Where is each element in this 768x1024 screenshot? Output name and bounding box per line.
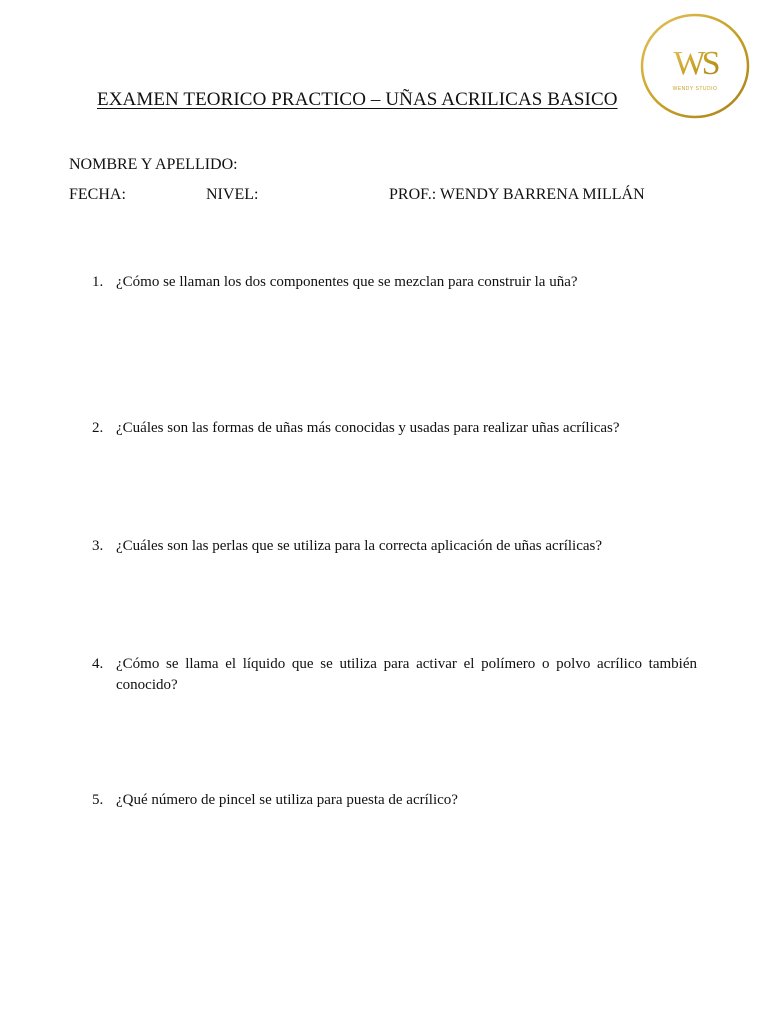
question-text: ¿Cuáles son las formas de uñas más conocidas y usadas para realizar uñas acrílicas? (116, 420, 620, 436)
wendy-studio-logo (639, 12, 751, 120)
name-field-label: NOMBRE Y APELLIDO: (69, 156, 238, 173)
logo-monogram: WS (673, 45, 717, 82)
question-text: ¿Qué número de pincel se utiliza para puesta de acrílico? (116, 792, 458, 808)
question-number: 5. (92, 792, 104, 808)
question-text: ¿Cómo se llama el líquido que se utiliza para activar el polímero o polvo acrílico también conocido? (116, 656, 697, 693)
level-field-label: NIVEL: (206, 186, 259, 203)
question-number: 4. (92, 656, 104, 672)
question-4 (92, 654, 697, 696)
question-5 (92, 790, 697, 811)
question-text: ¿Cómo se llaman los dos componentes que se mezclan para construir la uña? (116, 274, 578, 290)
question-number: 2. (92, 420, 104, 436)
question-2 (92, 418, 697, 439)
question-3 (92, 536, 697, 557)
question-number: 1. (92, 274, 104, 290)
question-1 (92, 272, 697, 293)
date-field-label: FECHA: (69, 186, 126, 203)
question-number: 3. (92, 538, 104, 554)
logo-subtitle: WENDY STUDIO (672, 86, 718, 92)
teacher-field-label: PROF.: WENDY BARRENA MILLÁN (389, 186, 645, 203)
question-text: ¿Cuáles son las perlas que se utiliza para la correcta aplicación de uñas acrílicas? (116, 538, 603, 554)
exam-title: EXAMEN TEORICO PRACTICO – UÑAS ACRILICAS BASICO (97, 89, 618, 110)
